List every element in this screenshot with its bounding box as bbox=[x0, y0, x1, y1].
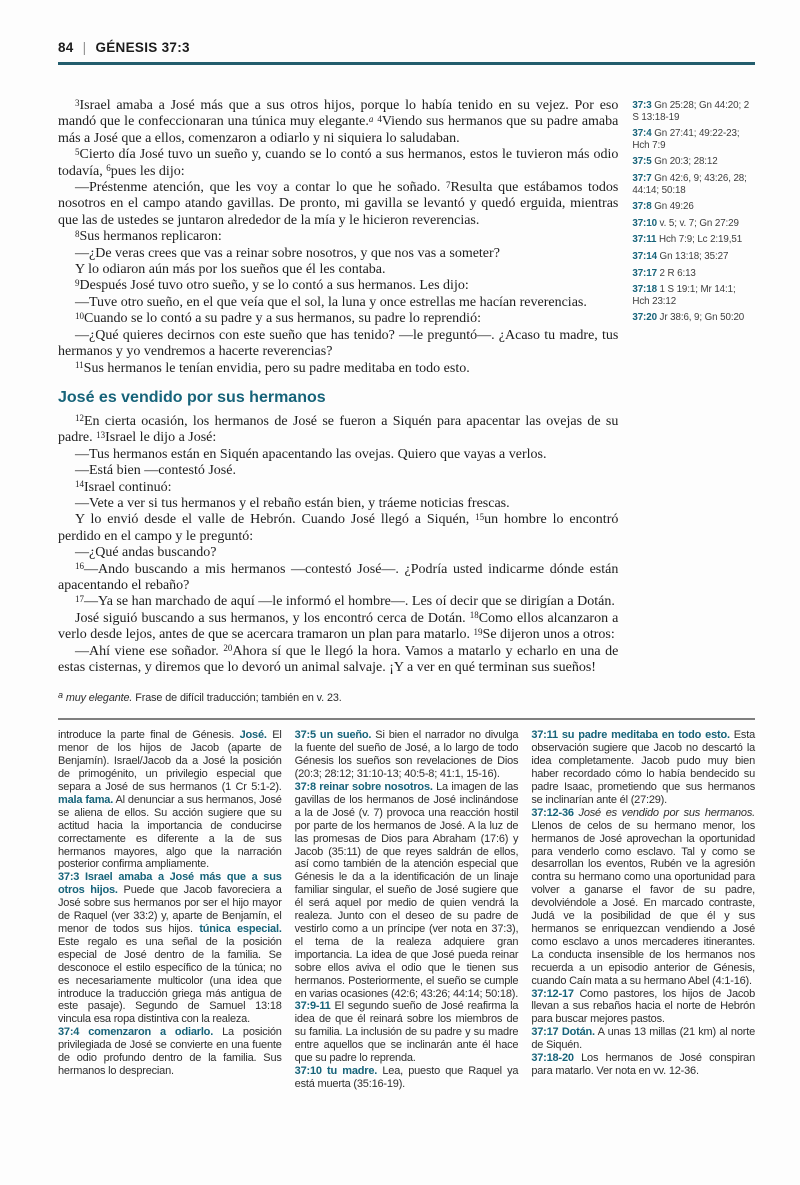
main-content bbox=[58, 98, 755, 676]
cross-reference bbox=[632, 284, 755, 307]
note-lead: 37:10 tu madre. bbox=[294, 1064, 378, 1077]
scripture-column bbox=[58, 98, 618, 676]
study-notes-column-1 bbox=[58, 729, 282, 1090]
verse-number: 18 bbox=[469, 610, 479, 621]
study-note: 37:12-17 Como pastores, los hijos de Jacob llevan a sus rebaños hacia el norte de Hebrón para buscar mejores pastos. bbox=[531, 987, 756, 1026]
verse-number: 17 bbox=[75, 593, 84, 604]
verse-number: 15 bbox=[475, 511, 485, 522]
study-notes-column-3 bbox=[531, 729, 755, 1090]
scripture-paragraph: —Tus hermanos están en Siquén apacentando las ovejas. Quiero que vayas a verlos. bbox=[75, 446, 547, 462]
header-rule bbox=[58, 62, 755, 65]
scripture-paragraph: —Está bien —contestó José. bbox=[75, 463, 236, 479]
verse-number: 5 bbox=[75, 146, 80, 157]
cross-reference-text: 1 S 19:1; Mr 14:1; Hch 23:12 bbox=[632, 284, 736, 307]
verse-number: 12 bbox=[75, 413, 84, 424]
scripture-paragraph: —Tuve otro sueño, en el que veía que el sol, la luna y once estrellas me hacían reverencias. bbox=[75, 294, 587, 310]
verse-number: 19 bbox=[473, 626, 483, 637]
scripture-paragraph: —Préstenme atención, que les voy a contar lo que he soñado. $^7$Resulta que estábamos todos nosotros en el campo atando gavillas. De pronto, mi gavilla se levantó y quedó erguida, mientras que las de ustedes se juntaron alrededor de la mía y le hicieron reverencias. bbox=[58, 179, 619, 228]
cross-reference-verse: 37:8 bbox=[632, 201, 652, 213]
scripture-paragraph: —Vete a ver si tus hermanos y el rebaño están bien, y tráeme noticias frescas. bbox=[75, 495, 510, 511]
cross-reference-text: Gn 20:3; 28:12 bbox=[651, 156, 718, 168]
verse-number: 14 bbox=[75, 479, 84, 490]
footnote-marker: a bbox=[58, 689, 63, 700]
page-number: 84 bbox=[58, 40, 74, 55]
scripture-after-heading bbox=[58, 414, 618, 677]
cross-reference-verse: 37:20 bbox=[632, 312, 657, 324]
study-note: 37:18-20 Los hermanos de José conspiran para matarlo. Ver nota en vv. 12-36. bbox=[531, 1052, 756, 1077]
verse-number: 11 bbox=[75, 360, 84, 370]
note-lead: 37:9-11 bbox=[294, 1000, 331, 1013]
study-note: 37:12-36 José es vendido por sus hermanos. Llenos de celos de su hermano menor, los hermanos de José aprovechan la oportunidad para venderlo como esclavo. Tal y como se desarrollan los eventos, Rubén ve la agresión contra su hermano como una oportunidad para volver a ganarse el favor de su padre, devolviéndole a José. En marcado contraste, Judá ve la posibilidad de que él y sus hermanos se enriquezcan vendiendo a José como esclavo a unos mercaderes itinerantes. La conducta insensible de los hermanos nos recuerda a un episodio anterior de Génesis, cuando Caín mata a su hermano Abel (4:1-16). bbox=[531, 806, 756, 987]
cross-reference bbox=[632, 218, 755, 230]
cross-reference bbox=[632, 268, 755, 280]
cross-reference-text: 2 R 6:13 bbox=[656, 267, 696, 279]
study-notes-column-2 bbox=[295, 729, 519, 1090]
cross-reference-text: v. 5; v. 7; Gn 27:29 bbox=[656, 217, 739, 229]
study-note: 37:11 su padre meditaba en todo esto. Esta observación sugiere que Jacob no descartó la idea completamente. Jacob pudo muy bien haber recordado cómo lo había bendecido su padre Isaac, prometiendo que sus hermanos se inclinarían ante él (27:29). bbox=[531, 729, 756, 806]
cross-reference-text: Gn 13:18; 35:27 bbox=[656, 250, 729, 262]
cross-reference-verse: 37:10 bbox=[632, 217, 657, 229]
note-lead: 37:8 reinar sobre nosotros. bbox=[294, 781, 433, 794]
scripture-before-heading bbox=[58, 98, 618, 377]
cross-reference-verse: 37:4 bbox=[632, 128, 652, 140]
section-heading: José es vendido por sus hermanos bbox=[58, 388, 326, 406]
study-note: 37:3 Israel amaba a José más que a sus otros hijos. Puede que Jacob favoreciera a José sobre sus hermanos por ser el hijo mayor de Raquel (ver 33:2) y, aparte de Benjamín, el menor de todos sus hijos. túnica especial. Este regalo es una señal de la posición especial de José dentro de la familia. Se desconoce el estilo específico de la túnica; no es necesariamente multicolor (una idea que introduce la traducción griega más antigua de este pasaje). Segundo de Samuel 13:18 vincula esa ropa distintiva con la realeza. bbox=[58, 871, 282, 1026]
note-lead: 37:11 su padre meditaba en todo esto. bbox=[531, 729, 730, 742]
scripture-paragraph: Y lo odiaron aún más por los sueños que él les contaba. bbox=[75, 262, 386, 278]
scripture-paragraph: $^9$Después José tuvo otro sueño, y se lo contó a sus hermanos. Les dijo: bbox=[75, 277, 469, 294]
verse-number: 13 bbox=[96, 429, 106, 440]
verse-number: 7 bbox=[445, 179, 451, 190]
cross-reference-verse: 37:14 bbox=[632, 250, 657, 262]
cross-reference-text: Jr 38:6, 9; Gn 50:20 bbox=[656, 312, 745, 324]
study-note: 37:8 reinar sobre nosotros. La imagen de las gavillas de los hermanos de José inclinándose a la de José (v. 7) provoca una reacción hostil por parte de los hermanos de José. A la luz de las promesas de Dios para Abraham (17:6) y Jacob (35:11) de que reyes saldrán de ellos, así como también de la atención especial que Génesis le da a la identificación de un linaje familiar singular, el sueño de José sugiere que él será aquel por medio de quien vendrá la realeza. Junto con el deseo de su padre de vestirlo como a un príncipe (ver nota en 37:3), el tema de la realeza adquiere gran importancia. La idea de que José pueda reinar sobre ellos aviva el odio que le tienen sus hermanos. Posteriormente, el sueño se cumple en varias ocasiones (42:6; 43:26; 44:14; 50:18). bbox=[294, 781, 519, 1000]
cross-reference-verse: 37:11 bbox=[632, 234, 657, 246]
running-head: GÉNESIS 37:3 bbox=[95, 40, 190, 55]
verse-number: 10 bbox=[75, 310, 84, 321]
note-section-title: José es vendido por sus hermanos. bbox=[573, 806, 756, 819]
cross-reference-text: Gn 27:41; 49:22-23; Hch 7:9 bbox=[632, 128, 740, 151]
cross-reference bbox=[632, 173, 755, 196]
notes-divider bbox=[58, 718, 755, 720]
scripture-paragraph: José siguió buscando a sus hermanos, y los encontró cerca de Dotán. $^{18}$Como ellos alcanzaron a verlo desde lejos, antes de que se acercara tramaron un plan para matarlo. $^{19}$Se dijeron unos a otros: bbox=[58, 610, 619, 643]
scripture-paragraph: $^5$Cierto día José tuvo un sueño y, cuando se lo contó a sus hermanos, estos le tuvieron más odio todavía, $^6$pues les dijo: bbox=[58, 146, 619, 179]
cross-reference bbox=[632, 100, 755, 123]
cross-references-column bbox=[632, 98, 755, 676]
scripture-paragraph: —¿Qué quieres decirnos con este sueño que has tenido? —le preguntó—. ¿Acaso tu madre, tus hermanos y yo vendremos a hacerte reverencias? bbox=[58, 327, 619, 360]
cross-reference-verse: 37:3 bbox=[632, 100, 652, 111]
footnote bbox=[58, 689, 755, 705]
scripture-paragraph: $^{12}$En cierta ocasión, los hermanos de José se fueron a Siquén para apacentar las ovejas de su padre. $^{13}$Israel le dijo a José: bbox=[58, 413, 619, 446]
note-lead: 37:3 Israel amaba a José más que a sus otros hijos. bbox=[58, 871, 282, 897]
note-lead: 37:12-17 bbox=[531, 987, 574, 1000]
note-lead: 37:4 comenzaron a odiarlo. bbox=[58, 1026, 214, 1039]
verse-number: 20 bbox=[223, 643, 233, 654]
scripture-paragraph: Y lo envió desde el valle de Hebrón. Cuando José llegó a Siquén, $^{15}$un hombre lo encontró perdido en el campo y le preguntó: bbox=[58, 511, 619, 544]
scripture-paragraph: $^3$Israel amaba a José más que a sus otros hijos, porque lo había tenido en su vejez. Por eso mandó que le confeccionaran una túnica muy elegante.$^a$ $^4$Viendo sus hermanos que su padre amaba más a José que a ellos, comenzaron a odiarlo y ni siquiera lo saludaban. bbox=[58, 97, 619, 146]
scripture-paragraph: —¿De veras crees que vas a reinar sobre nosotros, y que nos vas a someter? bbox=[75, 245, 500, 261]
footnote-lemma: muy elegante. bbox=[65, 692, 133, 705]
cross-reference bbox=[632, 312, 755, 324]
footnote-marker: a bbox=[368, 113, 374, 124]
scripture-paragraph: $^{16}$—Ando buscando a mis hermanos —contestó José—. ¿Podría usted indicarme dónde están apacentando el rebaño? bbox=[58, 561, 619, 593]
cross-reference-text: Hch 7:9; Lc 2:19,51 bbox=[656, 234, 743, 246]
note-lead: 37:17 Dotán. bbox=[531, 1026, 595, 1039]
note-lead: 37:5 un sueño. bbox=[294, 729, 372, 742]
header-divider: | bbox=[82, 40, 87, 55]
cross-reference-verse: 37:5 bbox=[632, 156, 652, 168]
cross-reference bbox=[632, 156, 755, 168]
cross-reference bbox=[632, 251, 755, 263]
study-note: 37:5 un sueño. Si bien el narrador no divulga la fuente del sueño de José, a lo largo de todo Génesis los sueños son revelaciones de Dios (20:3; 28:12; 31:10-13; 40:5-8; 41:1, 15-16). bbox=[294, 729, 519, 781]
cross-reference-text: Gn 49:26 bbox=[651, 201, 694, 213]
study-note: 37:4 comenzaron a odiarlo. La posición privilegiada de José se convierte en una fuente de odio profundo dentro de la familia. Sus hermanos lo desprecian. bbox=[58, 1026, 282, 1077]
scripture-paragraph: $^{10}$Cuando se lo contó a su padre y a sus hermanos, su padre lo reprendió: bbox=[75, 310, 481, 327]
note-lead: 37:12-36 bbox=[531, 806, 574, 819]
page-header bbox=[58, 40, 755, 55]
study-notes bbox=[58, 729, 755, 1090]
verse-number: 3 bbox=[75, 97, 80, 108]
scripture-paragraph: $^{17}$—Ya se han marchado de aquí —le informó el hombre—. Les oí decir que se dirigían a Dotán. bbox=[75, 593, 615, 610]
scripture-paragraph: $^{11}$Sus hermanos le tenían envidia, pero su padre meditaba en todo esto. bbox=[75, 360, 470, 376]
scripture-paragraph: $^{14}$Israel continuó: bbox=[75, 479, 172, 495]
cross-reference-text: Gn 25:28; Gn 44:20; 2 S 13:18-19 bbox=[632, 100, 750, 123]
cross-reference bbox=[632, 234, 755, 246]
cross-reference-verse: 37:7 bbox=[632, 172, 652, 184]
cross-reference bbox=[632, 201, 755, 213]
cross-reference-verse: 37:18 bbox=[632, 284, 657, 296]
study-note: 37:17 Dotán. A unas 13 millas (21 km) al norte de Siquén. bbox=[531, 1026, 755, 1052]
study-note: introduce la parte final de Génesis. José. El menor de los hijos de Jacob (aparte de Benjamín). Israel/Jacob da a José la posición de primogénito, un privilegio especial que separa a José de sus hermanos (1 Cr 5:1-2). mala fama. Al denunciar a sus hermanos, José se aliena de ellos. Su acción sugiere que su actitud hacia la importancia de conducirse correctamente es diferente a la de sus hermanos mayores, algo que la narración posterior confirma ampliamente. bbox=[58, 729, 282, 871]
verse-number: 9 bbox=[75, 277, 80, 288]
footnote-text: Frase de difícil traducción; también en v. 23. bbox=[132, 692, 342, 705]
note-lead: túnica especial. bbox=[199, 923, 282, 935]
verse-number: 8 bbox=[75, 228, 80, 239]
cross-reference-text: Gn 42:6, 9; 43:26, 28; 44:14; 50:18 bbox=[632, 172, 747, 196]
cross-reference-verse: 37:17 bbox=[632, 267, 657, 279]
study-note: 37:10 tu madre. Lea, puesto que Raquel ya está muerta (35:16-19). bbox=[294, 1064, 519, 1090]
verse-number: 4 bbox=[377, 113, 382, 124]
note-lead: 37:18-20 bbox=[531, 1052, 574, 1065]
scripture-paragraph: $^8$Sus hermanos replicaron: bbox=[75, 228, 222, 245]
study-note: 37:9-11 El segundo sueño de José reafirma la idea de que él reinará sobre los miembros de su familia. La inclusión de su padre y su madre entre aquellos que se inclinarán ante él hace que su padre lo reprenda. bbox=[294, 1000, 519, 1065]
note-lead: José. bbox=[239, 729, 267, 742]
verse-number: 16 bbox=[75, 561, 84, 572]
cross-reference bbox=[632, 128, 755, 151]
verse-number: 6 bbox=[106, 163, 111, 174]
scripture-paragraph: —Ahí viene ese soñador. $^{20}$Ahora sí que le llegó la hora. Vamos a matarlo y echarlo en una de estas cisternas, y diremos que lo devoró un animal salvaje. ¡Y a ver en qué terminan sus sueños! bbox=[58, 643, 619, 675]
scripture-paragraph: —¿Qué andas buscando? bbox=[75, 545, 217, 561]
note-lead: mala fama. bbox=[58, 793, 114, 806]
